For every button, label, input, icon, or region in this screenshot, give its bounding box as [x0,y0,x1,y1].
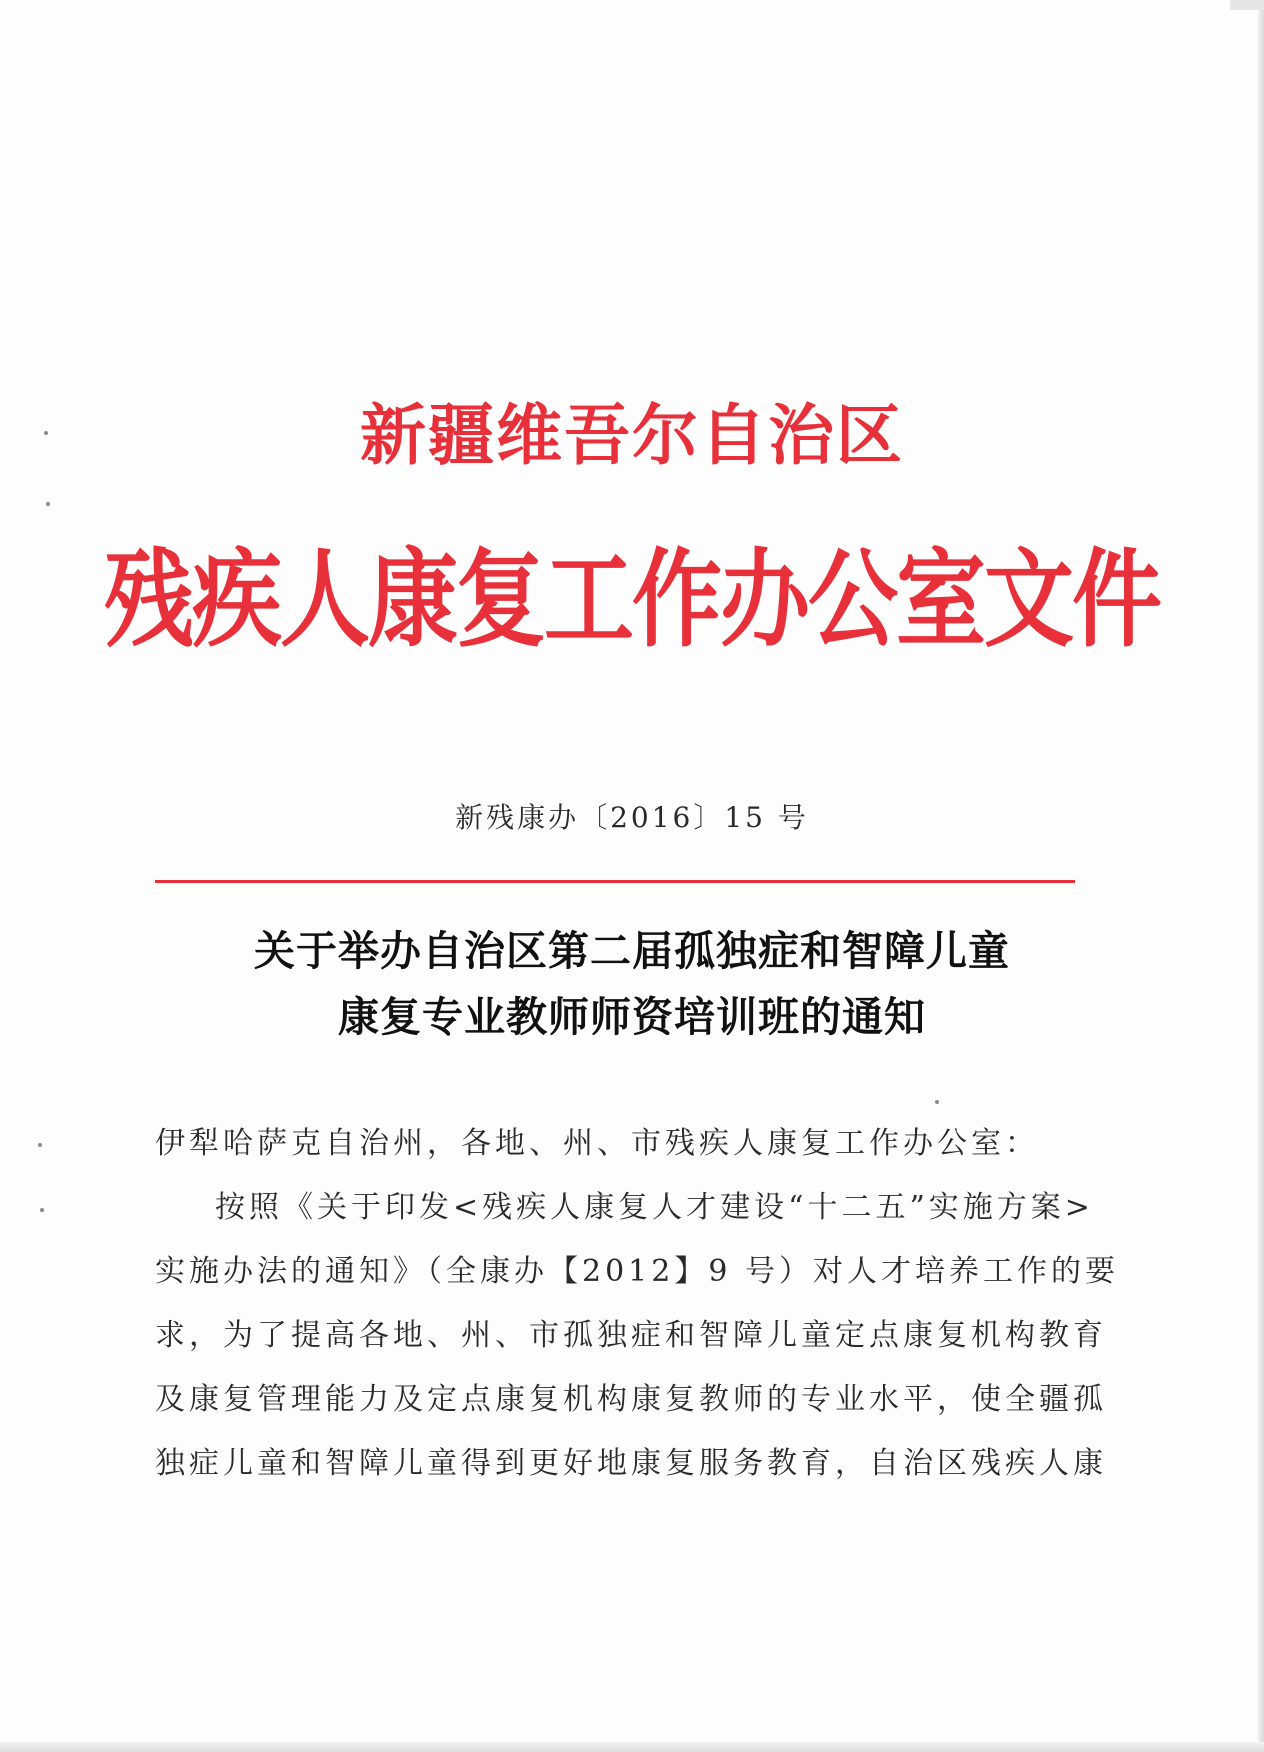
title-line-1: 关于举办自治区第二届孤独症和智障儿童 [254,927,1010,975]
issuing-org-line2: 残疾人康复工作办公室文件 [104,537,1160,663]
document-body [155,1112,1119,1496]
scan-speck [38,1143,42,1147]
red-separator-rule [155,880,1075,883]
document-title [0,918,1264,1050]
body-line-2: 实施办法的通知》（全康办【2012】9 号）对人才培养工作的要 [155,1254,1119,1289]
body-line-3: 求，为了提高各地、州、市孤独症和智障儿童定点康复机构教育 [155,1318,1107,1353]
body-line-5: 独症儿童和智障儿童得到更好地康复服务教育，自治区残疾人康 [155,1446,1107,1481]
scan-speck [46,502,50,506]
issuing-org-line1: 新疆维吾尔自治区 [360,396,904,474]
title-line-2: 康复专业教师师资培训班的通知 [338,993,926,1041]
scan-speck [935,1100,939,1104]
document-number: 新残康办〔2016〕15 号 [455,801,809,834]
scan-edge-bottom [0,1742,1264,1752]
scan-edge-top [1230,0,1264,10]
scan-edge-right [1258,0,1264,1752]
body-line-4: 及康复管理能力及定点康复机构康复教师的专业水平，使全疆孤 [155,1382,1107,1417]
scan-speck [40,1208,44,1212]
body-line-1: 按照《关于印发<残疾人康复人才建设“十二五”实施方案> [215,1190,1094,1225]
addressee-line: 伊犁哈萨克自治州，各地、州、市残疾人康复工作办公室： [155,1126,1039,1161]
